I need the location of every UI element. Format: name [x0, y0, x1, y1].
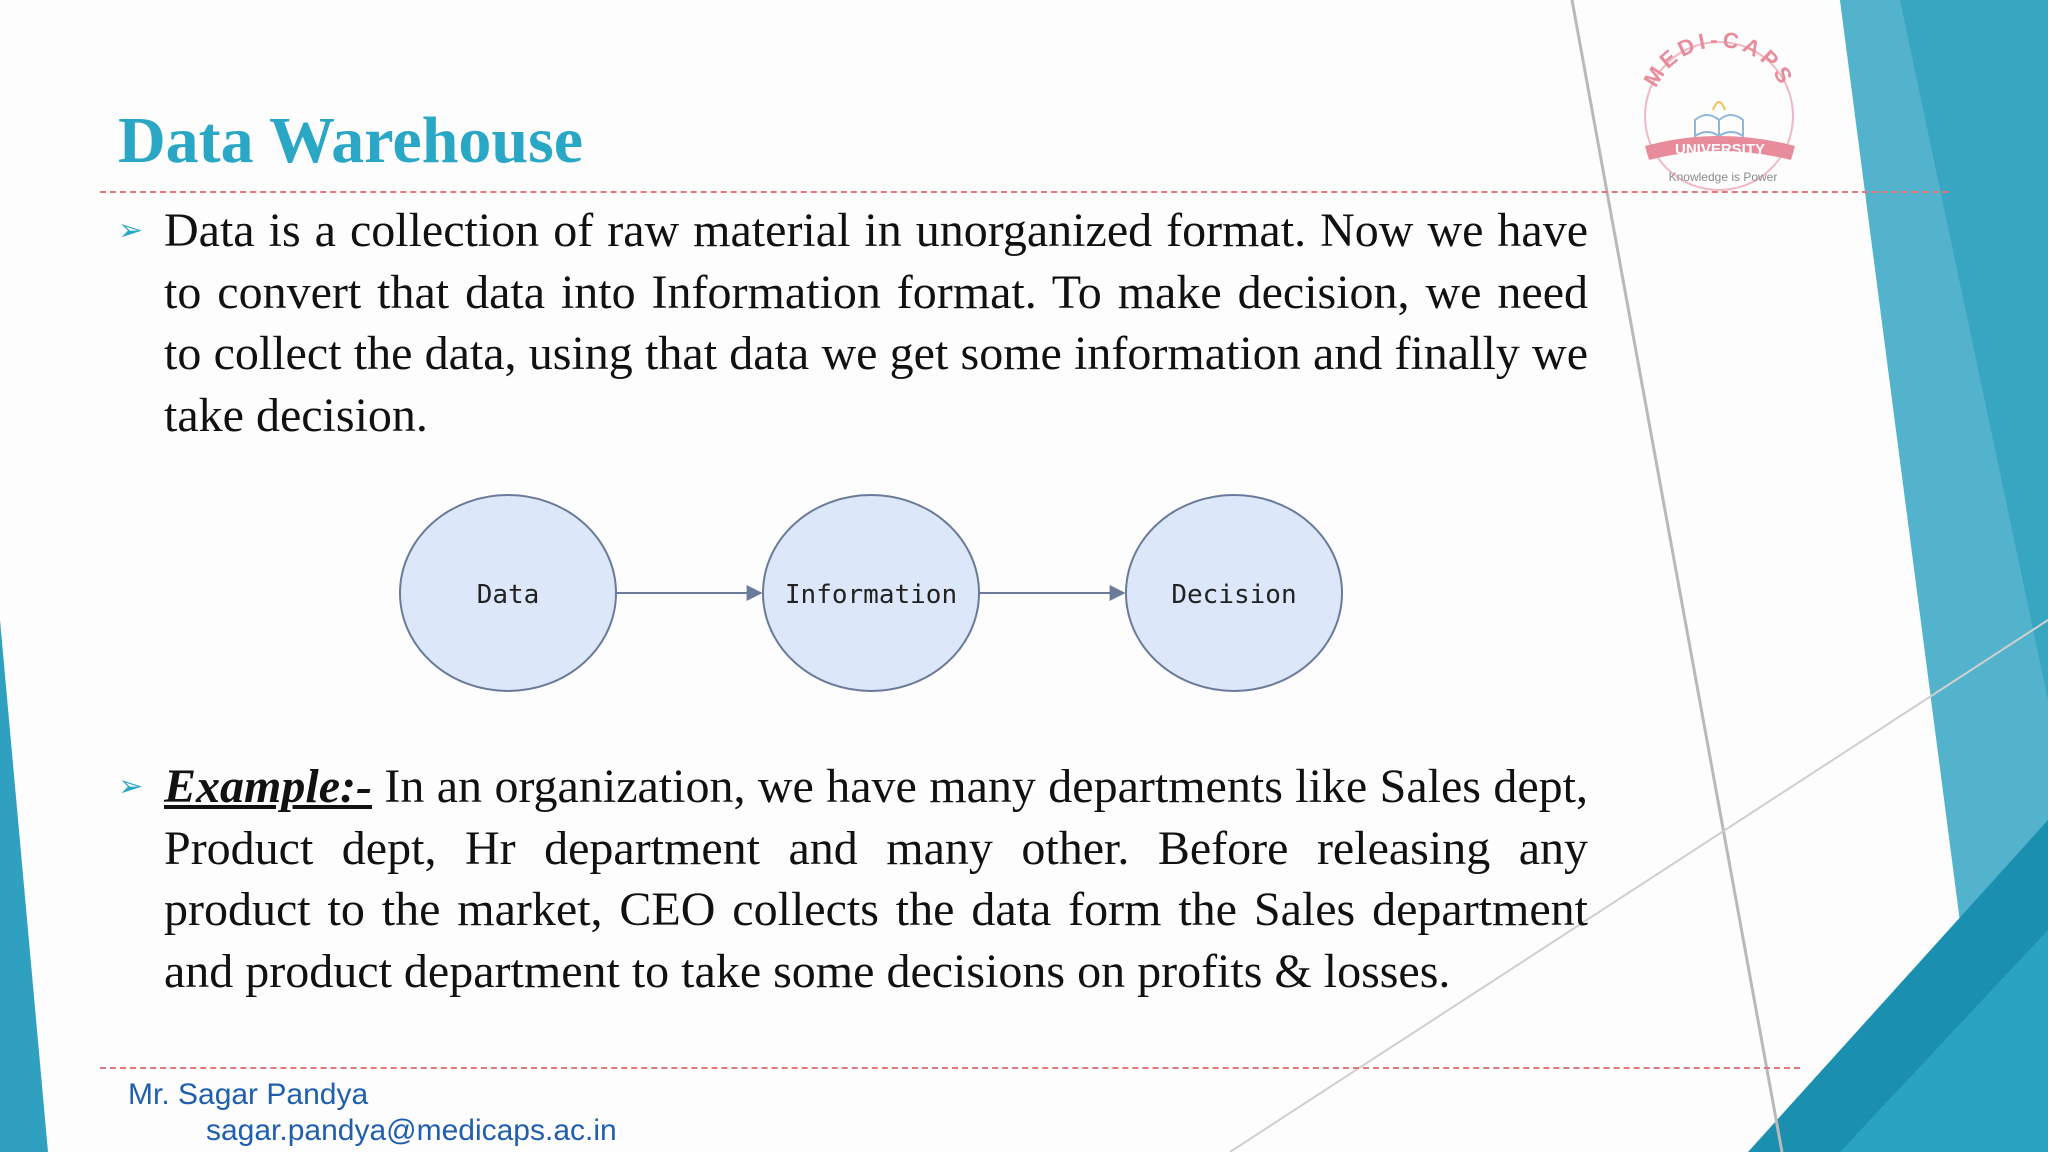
arrow-bullet-icon: ➢	[118, 769, 144, 804]
footer-author-name: Mr. Sagar Pandya	[128, 1078, 369, 1111]
flow-diagram	[280, 470, 1380, 720]
logo-tagline: Knowledge is Power	[1668, 170, 1778, 184]
book-icon	[1695, 102, 1743, 136]
bullet-text: In an organization, we have many departments like Sales dept, Product dept, Hr department and many other. Before releasing any product to the market, CEO collects the data form the Sales department and product department to take some decisions on profits & losses.	[164, 760, 1588, 998]
left-teal-band	[0, 620, 48, 1152]
flow-node-label: Decision	[1171, 580, 1297, 610]
slide-title: Data Warehouse	[118, 104, 584, 177]
flow-node-label: Information	[784, 580, 958, 610]
university-logo	[1615, 28, 1825, 198]
bullet-example	[118, 756, 1588, 1002]
flow-node-label: Data	[476, 580, 540, 610]
arrow-bullet-icon: ➢	[118, 213, 144, 248]
footer-divider	[100, 1067, 1800, 1069]
example-label: Example:-	[164, 760, 372, 813]
logo-banner-text: UNIVERSITY	[1674, 141, 1766, 158]
logo-arc-text: MEDI-CAPS	[1638, 28, 1800, 92]
footer-author-email: sagar.pandya@medicaps.ac.in	[206, 1114, 617, 1147]
bullet-text: Data is a collection of raw material in unorganized format. Now we have to convert that data into Information format. To make decision, we need to collect the data, using that data we get some information and finally we take decision.	[164, 204, 1588, 442]
bullet-definition	[118, 200, 1588, 446]
